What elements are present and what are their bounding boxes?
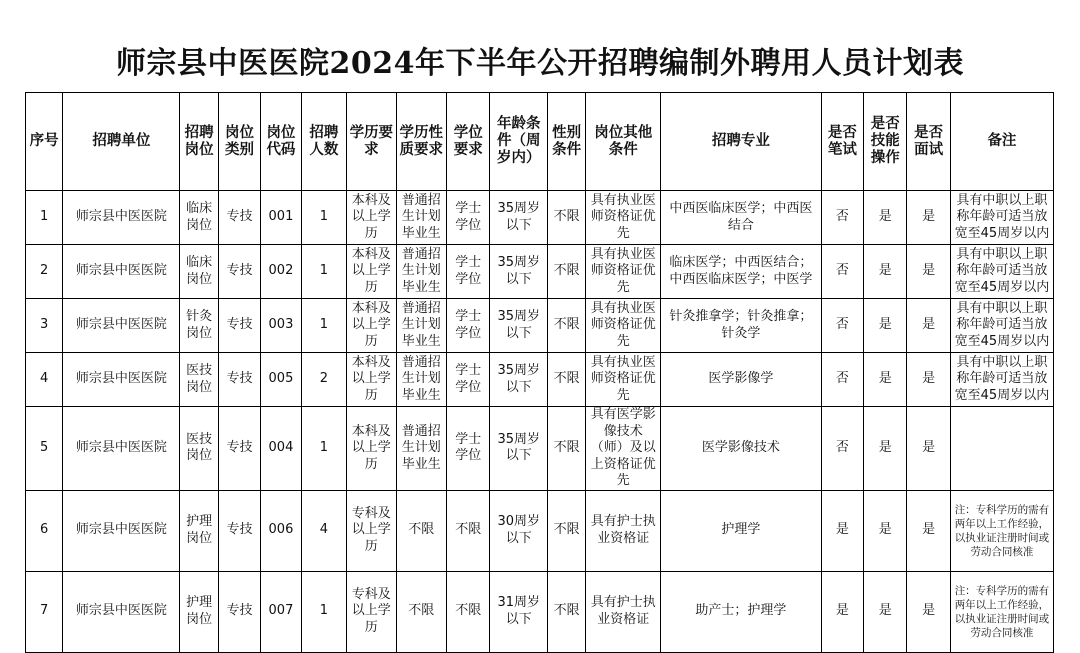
recruitment-plan-table: [25, 92, 1054, 653]
cell-post-code: 006: [261, 490, 301, 571]
cell-education: 本科及以上学历: [347, 191, 396, 245]
cell-unit: 师宗县中医医院: [63, 299, 180, 353]
cell-written: 是: [821, 490, 863, 571]
cell-gender: 不限: [548, 245, 586, 299]
cell-age: 35周岁以下: [490, 299, 548, 353]
header-remark: 备注: [950, 93, 1053, 191]
header-other: 岗位其他条件: [586, 93, 661, 191]
cell-other: 具有护士执业资格证: [586, 571, 661, 652]
cell-education: 专科及以上学历: [347, 490, 396, 571]
header-seq: 序号: [26, 93, 63, 191]
cell-post-code: 005: [261, 353, 301, 407]
cell-degree: 学士学位: [447, 353, 490, 407]
cell-major: 护理学: [661, 490, 822, 571]
cell-remark: 具有中职以上职称年龄可适当放宽至45周岁以内: [950, 245, 1053, 299]
cell-age: 31周岁以下: [490, 571, 548, 652]
cell-count: 1: [301, 407, 346, 491]
header-post-code: 岗位代码: [261, 93, 301, 191]
cell-education: 专科及以上学历: [347, 571, 396, 652]
table-row: [26, 490, 1054, 571]
cell-degree: 不限: [447, 571, 490, 652]
cell-gender: 不限: [548, 571, 586, 652]
cell-count: 4: [301, 490, 346, 571]
cell-education: 本科及以上学历: [347, 353, 396, 407]
cell-remark: 具有中职以上职称年龄可适当放宽至45周岁以内: [950, 191, 1053, 245]
cell-gender: 不限: [548, 191, 586, 245]
cell-interview: 是: [907, 299, 950, 353]
cell-degree: 不限: [447, 490, 490, 571]
header-skill: 是否技能操作: [864, 93, 907, 191]
cell-education: 本科及以上学历: [347, 407, 396, 491]
cell-seq: 3: [26, 299, 63, 353]
cell-age: 35周岁以下: [490, 245, 548, 299]
cell-post: 医技岗位: [180, 407, 218, 491]
cell-education: 本科及以上学历: [347, 245, 396, 299]
cell-post: 护理岗位: [180, 490, 218, 571]
cell-count: 1: [301, 299, 346, 353]
cell-education-nature: 不限: [396, 490, 446, 571]
cell-seq: 5: [26, 407, 63, 491]
cell-seq: 6: [26, 490, 63, 571]
cell-unit: 师宗县中医医院: [63, 490, 180, 571]
cell-unit: 师宗县中医医院: [63, 353, 180, 407]
table-row: [26, 571, 1054, 652]
cell-education: 本科及以上学历: [347, 299, 396, 353]
cell-gender: 不限: [548, 407, 586, 491]
cell-major: 中西医临床医学；中西医结合: [661, 191, 822, 245]
cell-post: 医技岗位: [180, 353, 218, 407]
cell-post-type: 专技: [218, 245, 260, 299]
cell-count: 1: [301, 191, 346, 245]
cell-gender: 不限: [548, 490, 586, 571]
cell-interview: 是: [907, 245, 950, 299]
cell-seq: 2: [26, 245, 63, 299]
header-post: 招聘岗位: [180, 93, 218, 191]
cell-post-code: 002: [261, 245, 301, 299]
cell-remark: [950, 407, 1053, 491]
cell-post-code: 001: [261, 191, 301, 245]
cell-other: 具有执业医师资格证优先: [586, 191, 661, 245]
cell-unit: 师宗县中医医院: [63, 191, 180, 245]
cell-count: 1: [301, 571, 346, 652]
header-degree: 学位要求: [447, 93, 490, 191]
cell-other: 具有医学影像技术（师）及以上资格证优先: [586, 407, 661, 491]
cell-degree: 学士学位: [447, 245, 490, 299]
cell-skill: 是: [864, 407, 907, 491]
header-education: 学历要求: [347, 93, 396, 191]
table-row: [26, 353, 1054, 407]
cell-post-code: 004: [261, 407, 301, 491]
cell-written: 否: [821, 353, 863, 407]
table-row: [26, 245, 1054, 299]
cell-interview: 是: [907, 353, 950, 407]
cell-other: 具有执业医师资格证优先: [586, 245, 661, 299]
cell-education-nature: 普通招生计划毕业生: [396, 245, 446, 299]
cell-education-nature: 普通招生计划毕业生: [396, 407, 446, 491]
cell-post-type: 专技: [218, 299, 260, 353]
cell-seq: 1: [26, 191, 63, 245]
cell-major: 医学影像学: [661, 353, 822, 407]
cell-education-nature: 不限: [396, 571, 446, 652]
cell-skill: 是: [864, 490, 907, 571]
cell-written: 否: [821, 245, 863, 299]
cell-post: 临床岗位: [180, 191, 218, 245]
header-age: 年龄条件（周岁内）: [490, 93, 548, 191]
cell-skill: 是: [864, 353, 907, 407]
header-written: 是否笔试: [821, 93, 863, 191]
cell-seq: 7: [26, 571, 63, 652]
header-education-nature: 学历性质要求: [396, 93, 446, 191]
cell-post-type: 专技: [218, 353, 260, 407]
cell-remark: 具有中职以上职称年龄可适当放宽至45周岁以内: [950, 299, 1053, 353]
cell-other: 具有执业医师资格证优先: [586, 353, 661, 407]
table-row: [26, 299, 1054, 353]
header-post-type: 岗位类别: [218, 93, 260, 191]
cell-skill: 是: [864, 571, 907, 652]
cell-written: 否: [821, 299, 863, 353]
cell-unit: 师宗县中医医院: [63, 407, 180, 491]
cell-count: 2: [301, 353, 346, 407]
cell-education-nature: 普通招生计划毕业生: [396, 353, 446, 407]
cell-post: 针灸岗位: [180, 299, 218, 353]
header-unit: 招聘单位: [63, 93, 180, 191]
header-interview: 是否面试: [907, 93, 950, 191]
cell-age: 30周岁以下: [490, 490, 548, 571]
table-row: [26, 407, 1054, 491]
cell-post-type: 专技: [218, 571, 260, 652]
cell-unit: 师宗县中医医院: [63, 245, 180, 299]
cell-gender: 不限: [548, 353, 586, 407]
header-gender: 性别条件: [548, 93, 586, 191]
cell-remark: 注：专科学历的需有两年以上工作经验，以执业证注册时间或劳动合同核准: [950, 490, 1053, 571]
cell-written: 是: [821, 571, 863, 652]
cell-post-code: 003: [261, 299, 301, 353]
cell-age: 35周岁以下: [490, 407, 548, 491]
cell-post: 护理岗位: [180, 571, 218, 652]
cell-remark: 注：专科学历的需有两年以上工作经验，以执业证注册时间或劳动合同核准: [950, 571, 1053, 652]
cell-interview: 是: [907, 571, 950, 652]
cell-major: 针灸推拿学；针灸推拿；针灸学: [661, 299, 822, 353]
table-header-row: [26, 93, 1054, 191]
cell-skill: 是: [864, 299, 907, 353]
cell-degree: 学士学位: [447, 299, 490, 353]
cell-gender: 不限: [548, 299, 586, 353]
cell-unit: 师宗县中医医院: [63, 571, 180, 652]
cell-written: 否: [821, 407, 863, 491]
cell-post-code: 007: [261, 571, 301, 652]
cell-interview: 是: [907, 191, 950, 245]
cell-interview: 是: [907, 490, 950, 571]
cell-other: 具有执业医师资格证优先: [586, 299, 661, 353]
cell-major: 助产士；护理学: [661, 571, 822, 652]
cell-age: 35周岁以下: [490, 191, 548, 245]
cell-post-type: 专技: [218, 407, 260, 491]
cell-written: 否: [821, 191, 863, 245]
cell-post: 临床岗位: [180, 245, 218, 299]
cell-other: 具有护士执业资格证: [586, 490, 661, 571]
cell-age: 35周岁以下: [490, 353, 548, 407]
cell-seq: 4: [26, 353, 63, 407]
cell-major: 临床医学；中西医结合；中西医临床医学；中医学: [661, 245, 822, 299]
cell-interview: 是: [907, 407, 950, 491]
cell-major: 医学影像技术: [661, 407, 822, 491]
cell-degree: 学士学位: [447, 191, 490, 245]
page-title: 师宗县中医医院2024年下半年公开招聘编制外聘用人员计划表: [116, 46, 964, 81]
header-major: 招聘专业: [661, 93, 822, 191]
cell-education-nature: 普通招生计划毕业生: [396, 191, 446, 245]
cell-degree: 学士学位: [447, 407, 490, 491]
cell-remark: 具有中职以上职称年龄可适当放宽至45周岁以内: [950, 353, 1053, 407]
header-count: 招聘人数: [301, 93, 346, 191]
cell-post-type: 专技: [218, 191, 260, 245]
cell-post-type: 专技: [218, 490, 260, 571]
table-row: [26, 191, 1054, 245]
cell-skill: 是: [864, 245, 907, 299]
cell-count: 1: [301, 245, 346, 299]
cell-education-nature: 普通招生计划毕业生: [396, 299, 446, 353]
cell-skill: 是: [864, 191, 907, 245]
